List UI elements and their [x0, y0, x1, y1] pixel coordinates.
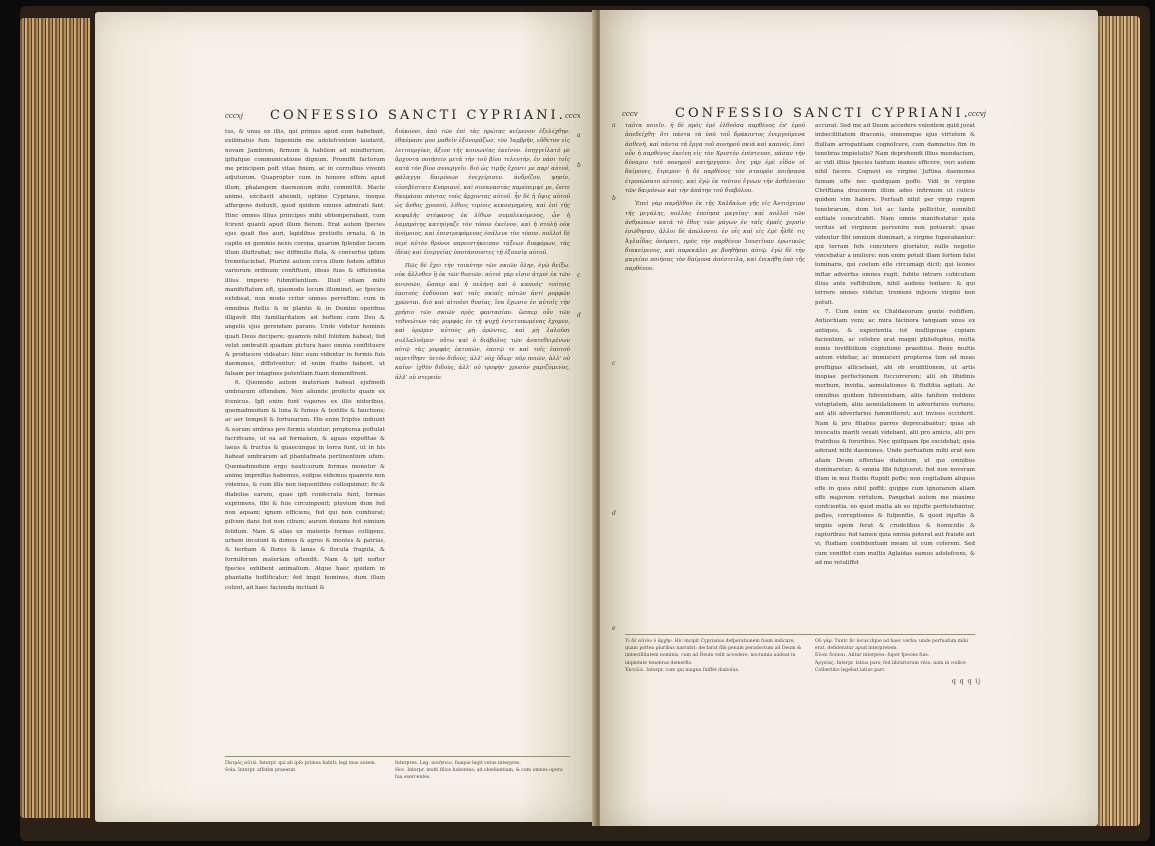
left-footnotes-latin: [225, 760, 385, 790]
right-page-number-outer: cccvj: [968, 110, 986, 118]
left-footnotes-greek: [395, 760, 570, 790]
left-margin-letter-c: c: [577, 272, 581, 279]
left-footnote-rule: [225, 756, 570, 757]
left-footnote-greek-2: Hoc. Interpr. multi filios habentes; ad obedientiam, & cum omnes opera fua exercentes.: [395, 768, 563, 781]
page-edges-left: [20, 18, 90, 818]
right-page: [600, 10, 1098, 826]
left-footnote-latin-1: Πατρὸς αὐτῷ. Interpr. qui ab ipfo primus habiti; legi mus autem.: [225, 761, 377, 766]
right-margin-letter-a: a: [612, 122, 616, 129]
left-greek-paragraph-1: διάκονοι, ἀπὸ τῶν ἐπὶ τὰς πρώτας κεῖμενον ἐξελέχθην. ἐθαύμασε μου μαθεῖν ἐξονομάζων, τὸν Ἰαμβρῆν, εὔθετον εἰς λειτουργίαν, ἄξιον τῆς κοινωνίας ἐκείνου. ἐπηγγείλατό με ἄρχοντα ποιήσειν μετὰ τὴν τοῦ βίου τελευτήν, ἐν πάσι τοῖς κατὰ τὸν βίον συνεργεῖν. διὸ ὡς τιμῆς ἔχοντι με παρ' αὐτοῦ, φάλαγγα δαιμόνων ἐνεχείρισεν. ἀνδρίζου, φησίν, εὐσεβέστατε Κυπριανέ, καὶ συναναστὰς παρέπεμψέ με, ὥστε θαυμάσαι πάντας τοὺς ἄρχοντας αὐτοῦ. ἦν δὲ ἡ ὄψις αὐτοῦ ὡς ἄνθος χρυσοῦ, λίθοις τιμίοις κεκοσμημένη, καὶ ἐπὶ τῆς κεφαλῆς στέφανος ἐκ λίθων συμπλεκόμενος, ὧν ἡ λαμπρότης κατηύγαζε τὸν τόπον ἐκεῖνον, καὶ ἡ στολὴ οὐκ ἀνόμοιος, καὶ ἐπιστρεφόμενος ἐσάλευε τὸν τόπον. πολλοὶ δὲ περὶ αὐτὸν θρόνοι παρειστήκεισαν τάξεων διαφόρων, τὰς ἰδέας καὶ ἐνεργείας ὑποτάσσοντες τῇ ἐξουσίᾳ αὐτοῦ.: [395, 129, 570, 256]
right-margin-letter-c: c: [612, 360, 616, 367]
right-footnote-latin-2: Ἐκτελὼ. Interpr. cum qui magna fuiffet diabolus.: [625, 667, 740, 673]
right-running-head: CONFESSIO SANCTI CYPRIANI.: [675, 106, 971, 121]
right-footnote-greek-2: Εἰναι δοῦναι. Alitur interpres: fuper fpecies fuis.: [815, 653, 930, 659]
right-footnotes-latin: [625, 638, 805, 674]
right-margin-letter-e: e: [612, 625, 616, 632]
right-latin-column: [815, 122, 975, 630]
left-margin-letter-b: b: [577, 162, 581, 169]
right-footnote-greek-3: Ἀργείας. Interpr. latius pars; fed librariorum vitio, nam in codice Colbertino legebat latius parr.: [815, 660, 966, 673]
left-latin-paragraph-2: 6. Quomodo autem materiam habeat ejufmodi umbrarum oftendam. Non aliunde profecto quam ex fcenicus. Ipfi enim funt vapores ex illis nidoribus, quemadmodum & luna & fumus & textilis & fauchons; ac aer tempeli & fortunarum. His enim fcipfos induunt & eorum umbras pro formis utuntur; propterea poftulat facrificans, ut ea ad formaium, & aguas expofitae & laeus & fructus & quaecunque in terra funt, ut in his habeat umbrarum ad phantafmata pertinentium ufum. Quemadmodum ergo nauticorum formas monetur & animo impreffas habemus, eofque videmus quamvis non videmus, & cum illis non loquentibus colloquimur; fic & diabolus earum, quae ipfi confecrata funt, formas exprimens, fibi & fuis circumponit; pluvium dum fed non aquam; ignem efficiens, fed qui non comburat; pifcem dans fed non cibum; aurum donans fed nimium folidum. Nam & alias ex materiis formas colligens, urbem incolunt & domos & agros & montes & patrias, & herbam & flores & lanas & flocula fragula, & formiforum materiam oftendit. Nam & ipfi nofter fpecies exhibent animalium. Atque haec quidem in phantafia hoflificatur; fed impii homines, dum illum colunt, ad haec facienda incitant &: [225, 380, 385, 591]
left-page-number-outer: cccxj: [225, 112, 243, 120]
right-footnote-rule: [625, 634, 975, 635]
right-latin-paragraph-2: 7. Cum enim ex Chaldaeorum gente rediffem, Antiochiam veni; ac mira facinora tanquam unus ex antiquis, & experientia tot multigenae copiam facientem, ac celebre erat magni philofophus, multa nimis invifibilium cognitione praeditus. Bene multis autem videbar, ac immisceri propterea tum ad meas preftigias alliciebant, alii ob eruditionem, ut artis inopiae perfectionem fuccurrerem; alii ob libidinis morbum, invidia, aemulationes & ftultitia agitati. Ac omnibus quidem fubveniebam, aliis fanitem reddens voluptatem, aliis aemulationem in adverfarios vertens; aut alii adverfarios fummitteret; aut invises occiderit. Nam & pro filiabus parres deprecabantur; quae ab invocatis mariti vexati videbant, alii pro amicis, alii pro fratribus & fororibus. Nec quifquam fpe excidebat; quia aderant mihi daemones. Unde perfuafum mihi erat non aliam Deum effentiae diabolum, ut qui omnibus dominaretur; & omnia fibi fubjiceret; fed non noveram illum in mei ftudio ftupidi poffe; non cogitabam aliquos effe in quos nihil poffit; quippe cum ignorarem aliam effe majorem virtutem. Pangebat autem me maxime confcientia, eo quod multa ab eo injufte perficiebantur, pefles, corruptiones & fufpenfiis, & quod injuftis & impiis opem ferat & crudelibus & homicidis & raptoribus: fed tamen quia omnia poterat aut fraude aut vi, ftudiam confidentiam meam ut cum colerem. Sed cum veniffet cum multis Aglaidas eamus adolefcens, & ad me retuliffet: [815, 308, 975, 566]
right-page-number-inner: cccv: [622, 110, 638, 118]
right-footnote-greek-1: Οὐ γάρ. Tuntc fic locus ifque ad haec verba, unde perfuafum mihi erat, defideratur apud interpretem.: [815, 639, 968, 652]
right-greek-column: [625, 122, 805, 630]
left-margin-letter-d: d: [577, 312, 581, 319]
right-footnote-latin-1: Τί δὲ αὐτὸν ὁ ἀρχὴν. Hic incipit Cyprianus defperationem fuam indicare, quam poftea pluribus narrabit: declarat fibi penam peradoctum ad Deum & imbecillitatem nominis, cum ad Deum velit accedere, noctumia audeat in impietate tenebras demerfis.: [625, 639, 802, 666]
page-edges-right: [1098, 16, 1140, 826]
left-page: [95, 12, 595, 822]
right-latin-paragraph-1: accurat. Sed me ad Deum accedere volentem quid juvat imbecillitatem draconis, omnemque ejus virtutem & ftultam arrogantiam cognofcere, cum damnetus fim in tenebras impietatis? Nam deprehendi illius mendacium, ac vidi illius fpecies tantum inanes efficere, veri autem nihil facere. Cognovi ex virgine Juftina daemones fumam effe nec quidquam poffe. Vidi in virgine Chriftiana draconem illum adeo infirmum ut culicis quidem vim habere. Perfuafi nihil per virgo regem tenebrarum, dum tot ac tanta pollicitur, nonnihil exitiale conculcabit. Nam omnis manifestatur quia veritas ad virginem pervenire non potuerat: quae videntur fibi omnium dominari, a virgine fuperabantur: qui terram fefe concutere gloriatur, nullo negotio vincebatur a muliere: non enim potuit illam fortem falsi luminaris, qui coelum efle circumagi dicit; qui leones inftar adverfus omnes rugit, fubito intrare cubiculum illius ante veftibulum, nihil audens tentare: & qui terrere omnes videtur, tremens injicere virgini non potuit.: [815, 123, 975, 306]
left-footnote-latin-2: Sola. Interpr. affatim praeerat.: [225, 768, 297, 774]
left-greek-paragraph-2: Πῶς δὲ ἔχει τὴν τοιαύτην τῶν σκιῶν ὕλην, ἐγὼ δείξω. οὐκ ἄλλοθεν ἢ ἐκ τῶν θυσιῶν. αὐτοὶ γάρ εἰσιν ἀτμοὶ ἐκ τῶν κνισσῶν, ὥσπερ καὶ ἡ σελήνη καὶ ὁ καπνός· τούτοις ἑαυτοὺς ἐνδύουσι καὶ ταῖς σκιαῖς αὐτῶν ἀντὶ μορφῶν χρῶνται. διὸ καὶ αἰτοῦσι θυσίας, ἵνα ἔχωσιν ἐν αὐτοῖς τὴν χρῆσιν τῶν σκιῶν πρὸς φαντασίαν. ὥσπερ οὖν τῶν τεθνεώτων τὰς μορφὰς ἐν τῇ ψυχῇ ἐντετυπωμένας ἔχομεν, καὶ ὁρῶμεν αὐτοὺς μὴ ὁρῶντες, καὶ μὴ λαλοῦσι συλλαλοῦμεν· οὕτω καὶ ὁ διάβολος τῶν ἀνατεθειμένων αὐτῷ τὰς μορφὰς ἐκτυπῶν, ἑαυτῷ τε καὶ τοῖς ἑαυτοῦ περιτίθησι· ὑετὸν διδοὺς, ἀλλ' οὐχ ὕδωρ· πῦρ ποιῶν, ἀλλ' οὐ καῖον· ἰχθὺν διδοὺς, ἀλλ' οὐ τροφήν· χρυσὸν χαριζόμενος, ἀλλ' οὐ στερεόν.: [395, 263, 570, 381]
right-margin-letter-d: d: [612, 510, 616, 517]
left-page-number-inner: cccx: [565, 112, 581, 120]
right-margin-letter-b: b: [612, 195, 616, 202]
right-footnotes-greek: [815, 638, 975, 674]
signature-mark: q q q ij: [952, 678, 982, 685]
right-greek-paragraph-2: Ἐπεὶ γὰρ παρῆλθον ἐκ τῆς Χαλδαίων γῆς εἰς Ἀντιόχειαν τῆς μεγάλης, πολλὰς ἐποίησα μαγείας· καὶ πολλοὶ τῶν ἀνθρώπων κατὰ τὸ ἔθος τῶν μάγων ἐν ταῖς ἐμαῖς χερσὶν ἐσώθησαν, ἄλλοι δὲ ἀπώλοντο. ἐν οἷς καὶ εἰς ἐμὲ ἦλθέ τις Ἀγλαΐδας ὀνόματι, πρὸς τὴν παρθένον Ἰουστῖναν ἐρωτικῶς διακείμενος, καὶ παρεκάλει με βοηθῆσαι αὐτῷ. ἐγὼ δὲ τὴν μαγείαν ποιήσας τὸν δαίμονα ἀπέστειλα, καὶ ἐνικήθη ὑπὸ τῆς παρθένου.: [625, 201, 805, 273]
right-greek-paragraph-1: ταῦτα ποιεῖν. ἡ δὲ πρὸς ἐμὲ ἐλθοῦσα παρθένος ἐπ' ἐμοῦ ἀπεδείχθη· ὅτι πάντα τὰ ὑπὸ τοῦ δράκοντος ἐνεργούμενα ἀσθενῆ, καὶ πάντα τὰ ἔργα τοῦ πονηροῦ σκιὰ καὶ καπνός. ἐπεὶ οὖν ἡ παρθένος ἐκείνη εἰς τὸν Χριστὸν ἐπίστευσε, πάσαν τὴν δύναμιν τοῦ πονηροῦ κατήργησεν. ὅτε γὰρ ἐμὲ εἶδον οἱ δαίμονες, ἔτρεμον· ἡ δὲ παρθένος τὸν σταυρὸν ποιήσασα ἐτροπώσατο αὐτούς. καὶ ἐγὼ ἐκ τούτου ἔγνων τὴν ἀσθένειαν τῶν δαιμόνων καὶ τὴν ἀπάτην τοῦ διαβόλου.: [625, 123, 805, 195]
left-margin-letter-a: a: [577, 132, 581, 139]
left-greek-column: [395, 128, 570, 748]
left-latin-column: [225, 128, 385, 748]
left-running-head: CONFESSIO SANCTI CYPRIANI.: [270, 108, 566, 123]
left-latin-paragraph-1: tus, & unus ex illis, qui primus apud eum habebant, exilimatus fum. Ingenium me adolefcentem laudavit, novam Jambrem, firmum & habilem ad miniflerium, ipfiufque communicatione dignum. Promifit factorum me principem poft vitae finem, ac in corruibus viventi adjuturum. Quapropter cum in honore effem apud illum, phalangem daemonum mihi committit. Macte animo, excitavit abeunti, optime Cypriane, meque affurgens deduxit, quod quidem omnes admirati fant. Hinc omnes illius principes mihi obtemperabant, cum fcirent quanti apud illum fierem. Erat autem fpecies ejus quafi flos auri, lapidibus pretiofis ornata, & in capite ex gemmis nexis corona, quarum fplendor locum illum illuftrabat; nec diffimilis ftola, & converfus ipfum tremefaciebat. Plurimi autem circa illum fedem affidui variorum ordinum confiftunt, ideas fuas & efficientia illius imperio fubmittentium. Illud etiam mihi manifeftatum eft, quomodo locum illuminet, ac fpecies exhibeat, non modo criter omnes perveftim; cum in omnibus ftellis & in plantis & in Domini operibus illigavit fibi familiaritatem ad hoftem cum Deo & angelis ejus gerendam parans. Unde videtur hominis quafi Deus decipere; quamvis nihil folidum habeat, fed velut umbratili quadam pictura haec omnia conftituere & producere videatur; hinc eum videntur in formis fuis daemones, diffolvuntur; id enim fradio habent, ut falsam per imagines potentiam fuam demonftrent.: [225, 129, 385, 377]
left-footnote-greek-1: Interpres. Leg. ποιήσειν, fuaque legit vetus interpres.: [395, 761, 521, 766]
